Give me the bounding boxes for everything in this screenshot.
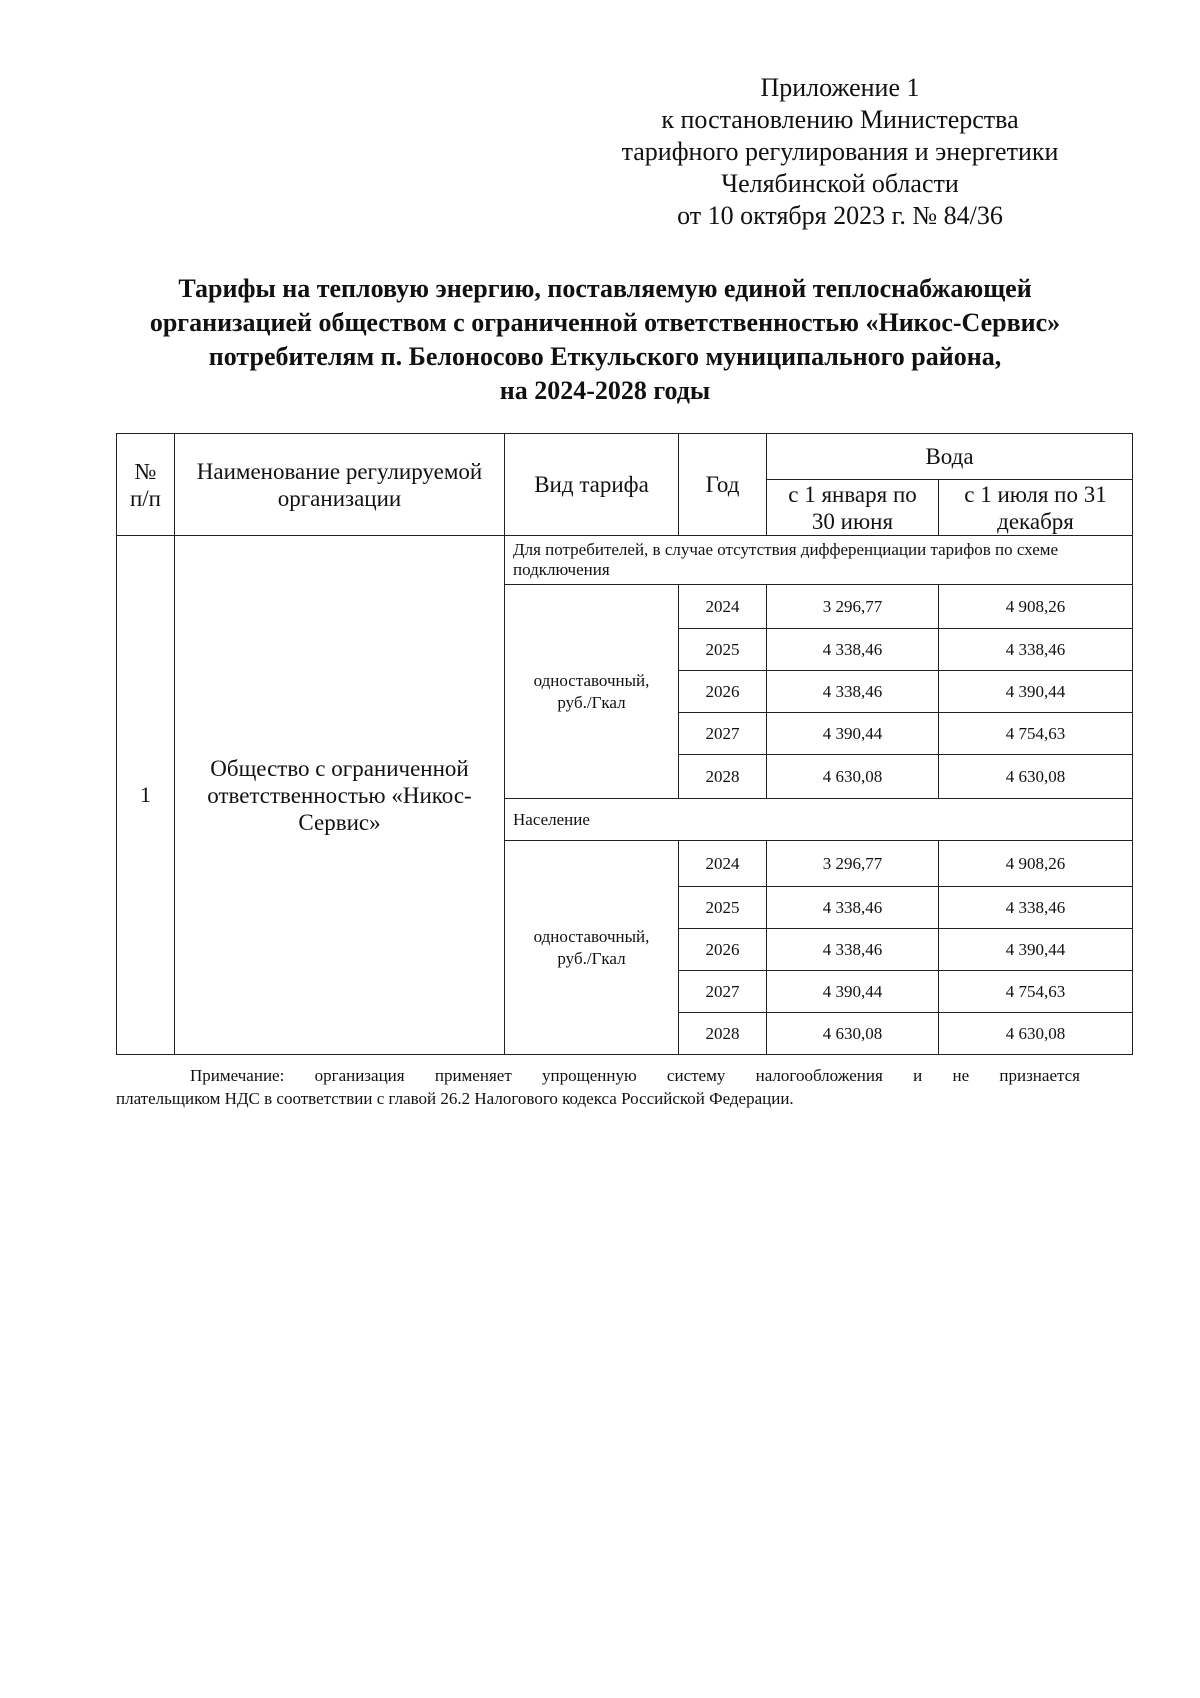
footnote-line-2: плательщиком НДС в соответствии с главой 26.2 Налогового кодекса Российской Федерации. xyxy=(116,1089,794,1108)
value-h1-cell: 3 296,77 xyxy=(767,585,939,629)
tariff-table xyxy=(116,433,1133,1055)
value-h2-cell: 4 754,63 xyxy=(939,971,1133,1013)
year-cell: 2024 xyxy=(679,841,767,887)
appendix-line: Приложение 1 xyxy=(760,73,920,102)
appendix-line: Челябинской области xyxy=(721,169,959,198)
value-h1-cell: 4 630,08 xyxy=(767,755,939,799)
title-line: на 2024-2028 годы xyxy=(499,376,711,405)
header-year: Год xyxy=(679,434,767,536)
year-cell: 2027 xyxy=(679,713,767,755)
header-period-2: с 1 июля по 31 декабря xyxy=(939,480,1133,536)
row-number: 1 xyxy=(117,536,175,1055)
year-cell: 2027 xyxy=(679,971,767,1013)
header-organization: Наименование регулируемой организации xyxy=(175,434,505,536)
header-number: № п/п xyxy=(117,434,175,536)
value-h2-cell: 4 390,44 xyxy=(939,929,1133,971)
year-cell: 2026 xyxy=(679,671,767,713)
document-title xyxy=(100,272,1110,408)
appendix-block xyxy=(600,72,1080,232)
value-h1-cell: 3 296,77 xyxy=(767,841,939,887)
value-h2-cell: 4 908,26 xyxy=(939,585,1133,629)
title-line: потребителям п. Белоносово Еткульского муниципального района, xyxy=(208,342,1002,371)
year-cell: 2028 xyxy=(679,1013,767,1055)
value-h1-cell: 4 338,46 xyxy=(767,929,939,971)
year-cell: 2024 xyxy=(679,585,767,629)
section-label: Население xyxy=(505,799,1133,841)
appendix-line: тарифного регулирования и энергетики xyxy=(621,137,1059,166)
tariff-type-cell: одноставочный, руб./Гкал xyxy=(505,585,679,799)
value-h1-cell: 4 338,46 xyxy=(767,671,939,713)
appendix-line: от 10 октября 2023 г. № 84/36 xyxy=(677,201,1003,230)
header-water-group: Вода xyxy=(767,434,1133,480)
value-h2-cell: 4 630,08 xyxy=(939,1013,1133,1055)
footnote xyxy=(116,1064,1080,1110)
year-cell: 2028 xyxy=(679,755,767,799)
value-h2-cell: 4 754,63 xyxy=(939,713,1133,755)
year-cell: 2025 xyxy=(679,887,767,929)
year-cell: 2026 xyxy=(679,929,767,971)
value-h2-cell: 4 390,44 xyxy=(939,671,1133,713)
value-h2-cell: 4 338,46 xyxy=(939,629,1133,671)
footnote-line-1: Примечание: организация применяет упрощенную систему налогообложения и не признается xyxy=(190,1066,1080,1085)
tariff-type-cell: одноставочный, руб./Гкал xyxy=(505,841,679,1055)
value-h2-cell: 4 338,46 xyxy=(939,887,1133,929)
organization-name: Общество с ограниченной ответственностью «Никос-Сервис» xyxy=(175,536,505,1055)
value-h1-cell: 4 630,08 xyxy=(767,1013,939,1055)
value-h1-cell: 4 338,46 xyxy=(767,629,939,671)
value-h1-cell: 4 338,46 xyxy=(767,887,939,929)
appendix-line: к постановлению Министерства xyxy=(661,105,1019,134)
value-h2-cell: 4 908,26 xyxy=(939,841,1133,887)
header-tariff-type: Вид тарифа xyxy=(505,434,679,536)
value-h2-cell: 4 630,08 xyxy=(939,755,1133,799)
section-label: Для потребителей, в случае отсутствия дифференциации тарифов по схеме подключения xyxy=(505,536,1133,585)
title-line: организацией обществом с ограниченной ответственностью «Никос-Сервис» xyxy=(149,308,1061,337)
title-line: Тарифы на тепловую энергию, поставляемую единой теплоснабжающей xyxy=(178,274,1032,303)
year-cell: 2025 xyxy=(679,629,767,671)
value-h1-cell: 4 390,44 xyxy=(767,971,939,1013)
header-period-1: с 1 января по 30 июня xyxy=(767,480,939,536)
value-h1-cell: 4 390,44 xyxy=(767,713,939,755)
